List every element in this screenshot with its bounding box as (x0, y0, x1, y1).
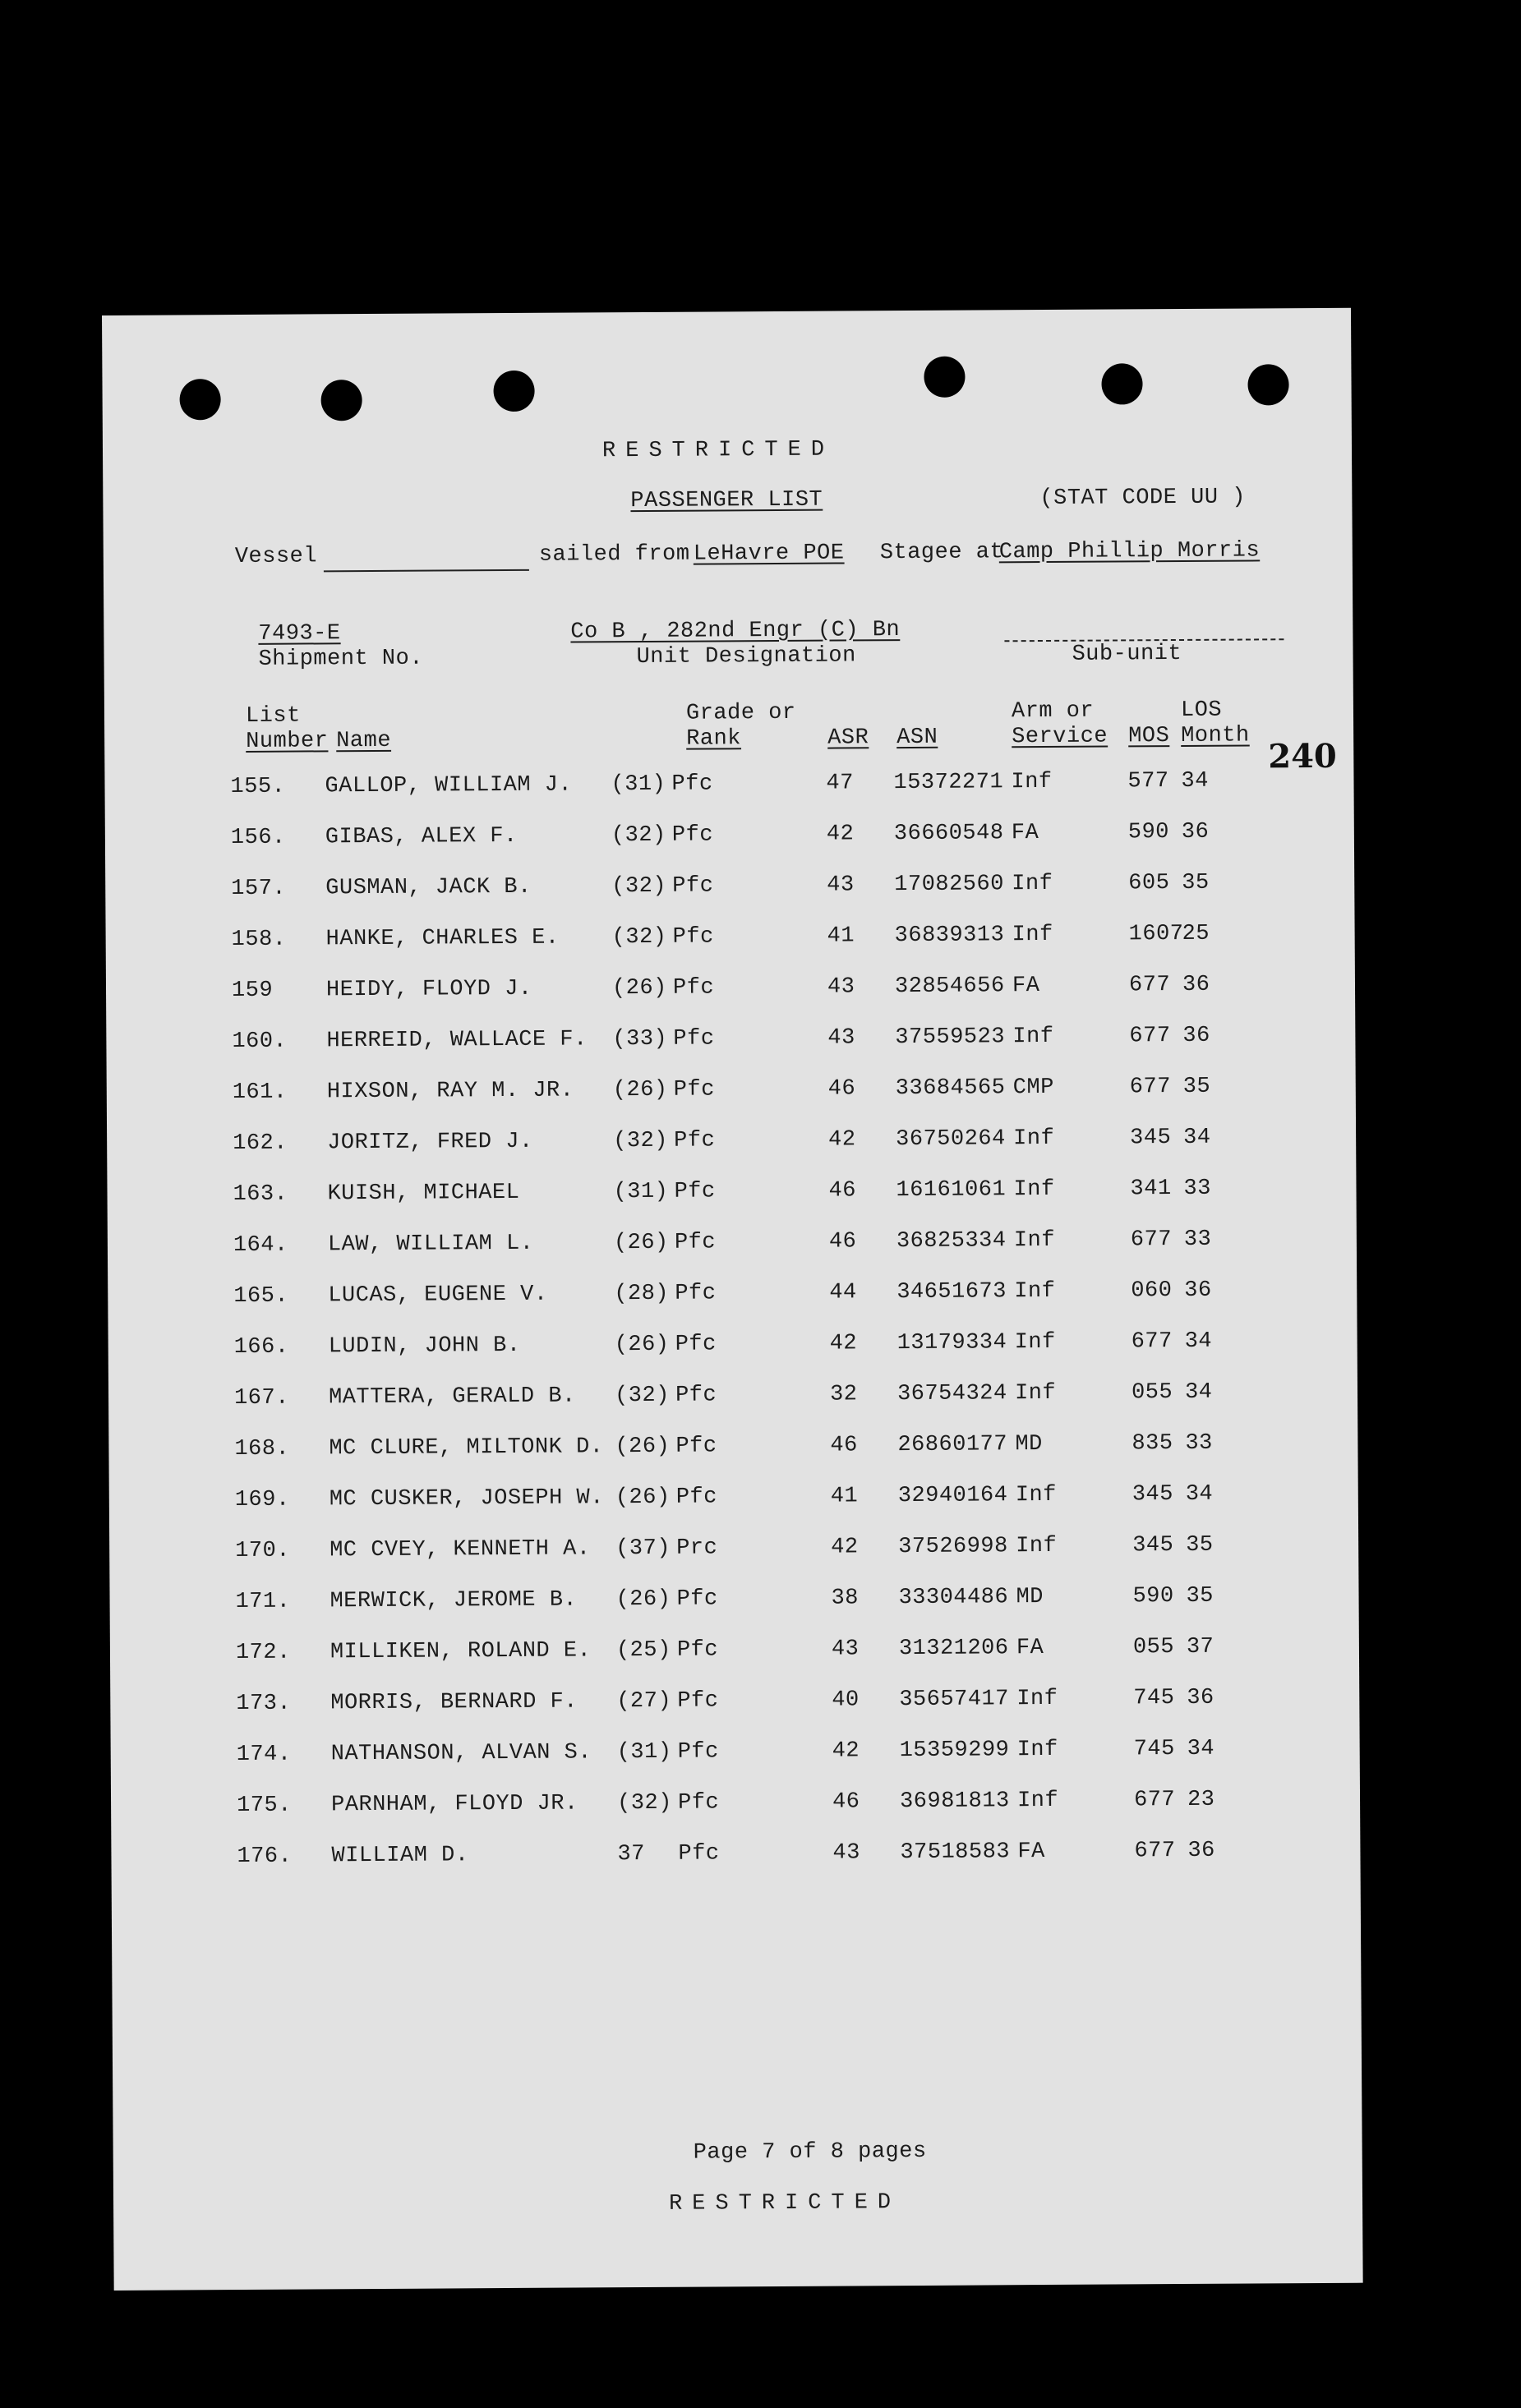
table-row (108, 1328, 1357, 1369)
los-month: 34 (1183, 1125, 1211, 1150)
rank: Pfc (674, 1230, 717, 1255)
table-row (105, 870, 1354, 910)
rank: Pfc (677, 1790, 720, 1816)
asr: 42 (828, 1127, 856, 1153)
arm-or-service: Inf (1016, 1533, 1058, 1559)
stagee-label: Stagee at (879, 540, 1004, 566)
col-arm-1: Arm or (1011, 698, 1095, 725)
col-arm-2: Service (1012, 724, 1108, 750)
sailed-from-value: LeHavre POE (693, 541, 845, 567)
table-row (111, 1838, 1360, 1878)
table-row (106, 921, 1355, 961)
asn: 32940164 (897, 1483, 1008, 1509)
rank: Pfc (675, 1281, 717, 1306)
mos: 677 (1134, 1839, 1176, 1864)
asn: 13179334 (896, 1330, 1007, 1356)
los-month: 36 (1182, 1023, 1210, 1048)
rank: Pfc (677, 1739, 719, 1765)
rank: Pfc (676, 1637, 719, 1663)
arm-or-service: CMP (1012, 1075, 1054, 1101)
mos: 677 (1129, 1075, 1171, 1100)
asn: 37518583 (900, 1839, 1011, 1866)
col-grade-1: Grade or (685, 700, 796, 726)
rank: Pfc (674, 1179, 716, 1204)
arm-or-service: Inf (1015, 1482, 1057, 1508)
sailed-from-label: sailed from (538, 541, 690, 568)
mos: 577 (1127, 769, 1169, 794)
table-row (108, 1227, 1357, 1267)
list-number: 165. (233, 1283, 289, 1310)
mos: 677 (1133, 1788, 1176, 1813)
list-number: 158. (231, 927, 287, 953)
los-month: 36 (1187, 1685, 1214, 1710)
rank: Pfc (672, 873, 714, 899)
col-los-2: Month (1181, 723, 1250, 748)
rank: Pfc (671, 822, 714, 848)
list-number: 170. (235, 1538, 291, 1564)
asr: 42 (831, 1535, 859, 1560)
unit-designation-label: Unit Designation (636, 643, 856, 670)
los-month: 35 (1186, 1532, 1214, 1558)
rank: Pfc (671, 771, 713, 797)
rank: Prc (676, 1536, 718, 1561)
passenger-name: MERWICK, JEROME B. (330, 1587, 578, 1614)
table-row (110, 1634, 1359, 1674)
table-row (109, 1532, 1358, 1572)
grade: (31) (611, 771, 666, 798)
passenger-name: MC CLURE, MILTONK D. (329, 1434, 604, 1462)
stagee-value: Camp Phillip Morris (998, 538, 1261, 565)
asn: 37526998 (898, 1534, 1008, 1560)
punch-hole (924, 357, 965, 398)
table-row (111, 1736, 1360, 1776)
los-month: 33 (1183, 1227, 1212, 1252)
subunit-label: Sub-unit (1072, 641, 1182, 667)
col-mos: MOS (1128, 724, 1170, 749)
col-los-1: LOS (1180, 698, 1223, 723)
mos: 060 (1131, 1278, 1173, 1304)
arm-or-service: FA (1012, 974, 1040, 999)
footer-page-number: Page 7 of 8 pages (693, 2139, 927, 2166)
grade: (32) (616, 1790, 672, 1816)
arm-or-service: Inf (1013, 1126, 1055, 1152)
list-number: 172. (235, 1640, 291, 1666)
grade: (26) (615, 1586, 671, 1613)
asn: 34651673 (896, 1279, 1007, 1305)
los-month: 35 (1186, 1583, 1214, 1609)
unit-designation: Co B , 282nd Engr (C) Bn (570, 618, 901, 645)
stat-code: (STAT CODE UU ) (1039, 485, 1247, 512)
asn: 36754324 (896, 1381, 1007, 1407)
col-name: Name (336, 728, 392, 754)
asn: 35657417 (899, 1687, 1010, 1713)
rank: Pfc (675, 1485, 718, 1510)
vessel-label: Vessel (234, 544, 318, 570)
list-number: 160. (232, 1029, 288, 1055)
passenger-name: NATHANSON, ALVAN S. (330, 1740, 592, 1767)
table-row (110, 1685, 1359, 1725)
los-month: 35 (1182, 1074, 1211, 1099)
grade: (37) (615, 1536, 671, 1562)
list-number: 157. (231, 876, 287, 902)
los-month: 33 (1183, 1176, 1212, 1201)
passenger-name: MORRIS, BERNARD F. (330, 1689, 578, 1716)
arm-or-service: Inf (1012, 922, 1053, 948)
grade: (32) (614, 1383, 670, 1409)
asr: 41 (830, 1484, 859, 1509)
list-number: 169. (234, 1487, 290, 1513)
arm-or-service: Inf (1012, 871, 1053, 897)
los-month: 34 (1185, 1481, 1214, 1507)
rank: Pfc (677, 1688, 719, 1714)
asr: 46 (827, 1076, 856, 1102)
asr: 46 (828, 1178, 857, 1204)
grade: (25) (615, 1637, 671, 1664)
asr: 46 (830, 1433, 858, 1458)
punch-hole (179, 379, 220, 420)
passenger-name: LUDIN, JOHN B. (328, 1333, 521, 1360)
document-page (102, 308, 1363, 2291)
passenger-name: MC CVEY, KENNETH A. (330, 1536, 591, 1563)
mos: 590 (1127, 820, 1170, 845)
table-row (109, 1481, 1358, 1522)
asn: 16161061 (896, 1177, 1007, 1204)
table-row (109, 1583, 1358, 1623)
asr: 43 (827, 1025, 855, 1051)
list-number: 155. (230, 774, 286, 800)
asr: 43 (832, 1840, 860, 1866)
los-month: 34 (1184, 1379, 1213, 1405)
grade: (26) (611, 975, 667, 1001)
page-stamp: 240 (1268, 736, 1337, 776)
passenger-name: LAW, WILLIAM L. (327, 1231, 534, 1258)
arm-or-service: FA (1017, 1839, 1045, 1865)
table-row (111, 1787, 1360, 1827)
list-number: 171. (235, 1589, 291, 1615)
table-row (107, 1176, 1356, 1216)
mos: 677 (1128, 973, 1171, 998)
asr: 46 (832, 1789, 860, 1815)
passenger-name: HANKE, CHARLES E. (325, 925, 560, 952)
grade: (27) (616, 1688, 672, 1715)
mos: 605 (1128, 871, 1170, 896)
grade: (32) (611, 822, 666, 849)
list-number: 163. (233, 1181, 288, 1208)
arm-or-service: Inf (1016, 1788, 1059, 1814)
mos: 341 (1130, 1176, 1172, 1202)
los-month: 36 (1181, 819, 1210, 845)
los-month: 34 (1181, 768, 1209, 794)
asn: 15372271 (893, 770, 1004, 796)
arm-or-service: Inf (1014, 1278, 1056, 1305)
col-asr: ASR (827, 725, 869, 751)
grade: (33) (612, 1026, 668, 1052)
los-month: 36 (1187, 1838, 1215, 1863)
list-number: 166. (233, 1334, 289, 1361)
vessel-blank (324, 569, 529, 573)
classification-top: RESTRICTED (601, 437, 835, 464)
arm-or-service: Inf (1016, 1686, 1058, 1712)
grade: (32) (613, 1128, 669, 1154)
arm-or-service: Inf (1013, 1227, 1056, 1254)
col-list-number-2: Number (246, 729, 329, 754)
mos: 055 (1131, 1380, 1173, 1406)
los-month: 34 (1184, 1328, 1213, 1354)
list-number: 156. (230, 825, 286, 851)
rank: Pfc (674, 1128, 716, 1153)
arm-or-service: FA (1016, 1636, 1044, 1661)
arm-or-service: Inf (1014, 1329, 1056, 1356)
arm-or-service: MD (1015, 1432, 1043, 1457)
asn: 36660548 (893, 821, 1004, 847)
los-month: 23 (1187, 1787, 1215, 1812)
rank: Pfc (672, 975, 715, 1001)
grade: (32) (611, 924, 667, 951)
table-row (106, 972, 1355, 1012)
table-row (108, 1278, 1357, 1318)
arm-or-service: MD (1016, 1585, 1044, 1610)
mos: 345 (1132, 1533, 1174, 1559)
rank: Pfc (678, 1841, 720, 1867)
grade: (26) (615, 1434, 671, 1460)
list-number: 168. (234, 1436, 290, 1462)
mos: 055 (1132, 1635, 1175, 1660)
passenger-name: GIBAS, ALEX F. (325, 823, 518, 850)
asr: 42 (832, 1738, 860, 1764)
mos: 590 (1132, 1584, 1174, 1609)
mos: 677 (1131, 1329, 1173, 1355)
passenger-name: MC CUSKER, JOSEPH W. (329, 1485, 604, 1512)
arm-or-service: Inf (1016, 1737, 1058, 1763)
punch-hole (320, 380, 362, 421)
asr: 32 (829, 1382, 858, 1407)
grade: (26) (615, 1485, 671, 1511)
grade: (26) (613, 1230, 669, 1256)
grade: 37 (617, 1841, 645, 1867)
grade: (32) (611, 873, 667, 900)
arm-or-service: Inf (1012, 1024, 1054, 1050)
los-month: 34 (1187, 1736, 1215, 1761)
passenger-name: JORITZ, FRED J. (327, 1129, 533, 1156)
los-month: 36 (1182, 972, 1210, 997)
list-number: 174. (236, 1742, 292, 1768)
passenger-name: MILLIKEN, ROLAND E. (330, 1638, 592, 1665)
los-month: 36 (1184, 1278, 1212, 1303)
asn: 32854656 (894, 974, 1005, 1000)
grade: (26) (612, 1077, 668, 1103)
list-number: 167. (233, 1385, 289, 1411)
table-row (107, 1125, 1356, 1165)
list-number: 161. (232, 1080, 288, 1106)
los-month: 37 (1186, 1634, 1214, 1660)
col-list-number-1: List (245, 703, 301, 729)
table-row (108, 1379, 1357, 1420)
rank: Pfc (676, 1586, 718, 1612)
asn: 36750264 (896, 1126, 1006, 1153)
passenger-name: PARNHAM, FLOYD JR. (330, 1791, 578, 1818)
col-asn: ASN (896, 725, 938, 751)
table-row (107, 1074, 1356, 1114)
mos: 1607 (1128, 921, 1184, 947)
passenger-name: GALLOP, WILLIAM J. (325, 772, 573, 799)
shipment-number: 7493-E (258, 621, 341, 647)
table-row (104, 768, 1353, 808)
passenger-name: LUCAS, EUGENE V. (328, 1282, 548, 1309)
asn: 36825334 (896, 1228, 1007, 1255)
passenger-name: MATTERA, GERALD B. (328, 1384, 576, 1411)
asr: 40 (832, 1687, 860, 1713)
grade: (31) (616, 1739, 672, 1766)
passenger-name: KUISH, MICHAEL (327, 1180, 520, 1207)
asr: 43 (831, 1637, 860, 1662)
rank: Pfc (673, 1026, 715, 1052)
grade: (26) (614, 1332, 670, 1358)
asn: 36839313 (894, 923, 1005, 949)
asr: 42 (826, 822, 855, 847)
table-row (105, 819, 1354, 859)
passenger-name: WILLIAM D. (331, 1843, 469, 1869)
rank: Pfc (675, 1332, 717, 1357)
asr: 43 (827, 974, 855, 1000)
arm-or-service: Inf (1014, 1380, 1057, 1407)
asn: 17082560 (894, 872, 1004, 898)
list-number: 164. (233, 1232, 288, 1259)
asr: 38 (831, 1586, 860, 1611)
asn: 33684565 (895, 1075, 1006, 1102)
punch-hole (1101, 363, 1142, 404)
asr: 44 (829, 1280, 857, 1305)
asn: 33304486 (898, 1585, 1009, 1611)
col-grade-2: Rank (686, 726, 742, 752)
shipment-label: Shipment No. (258, 646, 424, 672)
asr: 42 (829, 1331, 858, 1356)
mos: 745 (1133, 1737, 1175, 1762)
table-row (108, 1430, 1357, 1471)
table-row (106, 1023, 1355, 1063)
arm-or-service: FA (1011, 821, 1039, 846)
passenger-name: GUSMAN, JACK B. (325, 874, 532, 901)
list-number: 162. (233, 1130, 288, 1157)
classification-bottom: RESTRICTED (668, 2190, 901, 2217)
rank: Pfc (675, 1434, 717, 1459)
los-month: 33 (1185, 1430, 1213, 1456)
passenger-name: HERREID, WALLACE F. (326, 1027, 588, 1054)
arm-or-service: Inf (1011, 769, 1053, 795)
list-number: 173. (236, 1691, 292, 1717)
grade: (28) (614, 1281, 670, 1307)
mos: 345 (1132, 1482, 1173, 1508)
punch-hole (493, 371, 534, 412)
asn: 26860177 (897, 1432, 1008, 1458)
list-number: 175. (236, 1793, 292, 1819)
rank: Pfc (673, 1077, 715, 1103)
mos: 677 (1130, 1227, 1173, 1253)
grade: (31) (613, 1179, 669, 1205)
rank: Pfc (675, 1383, 717, 1408)
mos: 835 (1132, 1431, 1173, 1457)
asr: 41 (827, 923, 855, 949)
asn: 36981813 (899, 1789, 1010, 1815)
asn: 31321206 (898, 1636, 1009, 1662)
arm-or-service: Inf (1013, 1176, 1055, 1203)
list-number: 159 (231, 978, 274, 1004)
asr: 43 (827, 872, 855, 898)
asn: 37559523 (895, 1024, 1006, 1051)
mos: 745 (1133, 1686, 1175, 1711)
mos: 677 (1129, 1024, 1171, 1049)
passenger-name: HIXSON, RAY M. JR. (326, 1078, 574, 1105)
form-title: PASSENGER LIST (630, 487, 823, 514)
asr: 47 (826, 771, 854, 796)
mos: 345 (1130, 1126, 1172, 1151)
los-month: 25 (1182, 921, 1210, 946)
asr: 46 (828, 1229, 857, 1255)
asn: 15359299 (899, 1738, 1010, 1764)
list-number: 176. (237, 1844, 293, 1870)
passenger-name: HEIDY, FLOYD J. (325, 976, 532, 1003)
rank: Pfc (672, 924, 714, 950)
los-month: 35 (1182, 870, 1210, 896)
punch-hole (1247, 364, 1288, 405)
